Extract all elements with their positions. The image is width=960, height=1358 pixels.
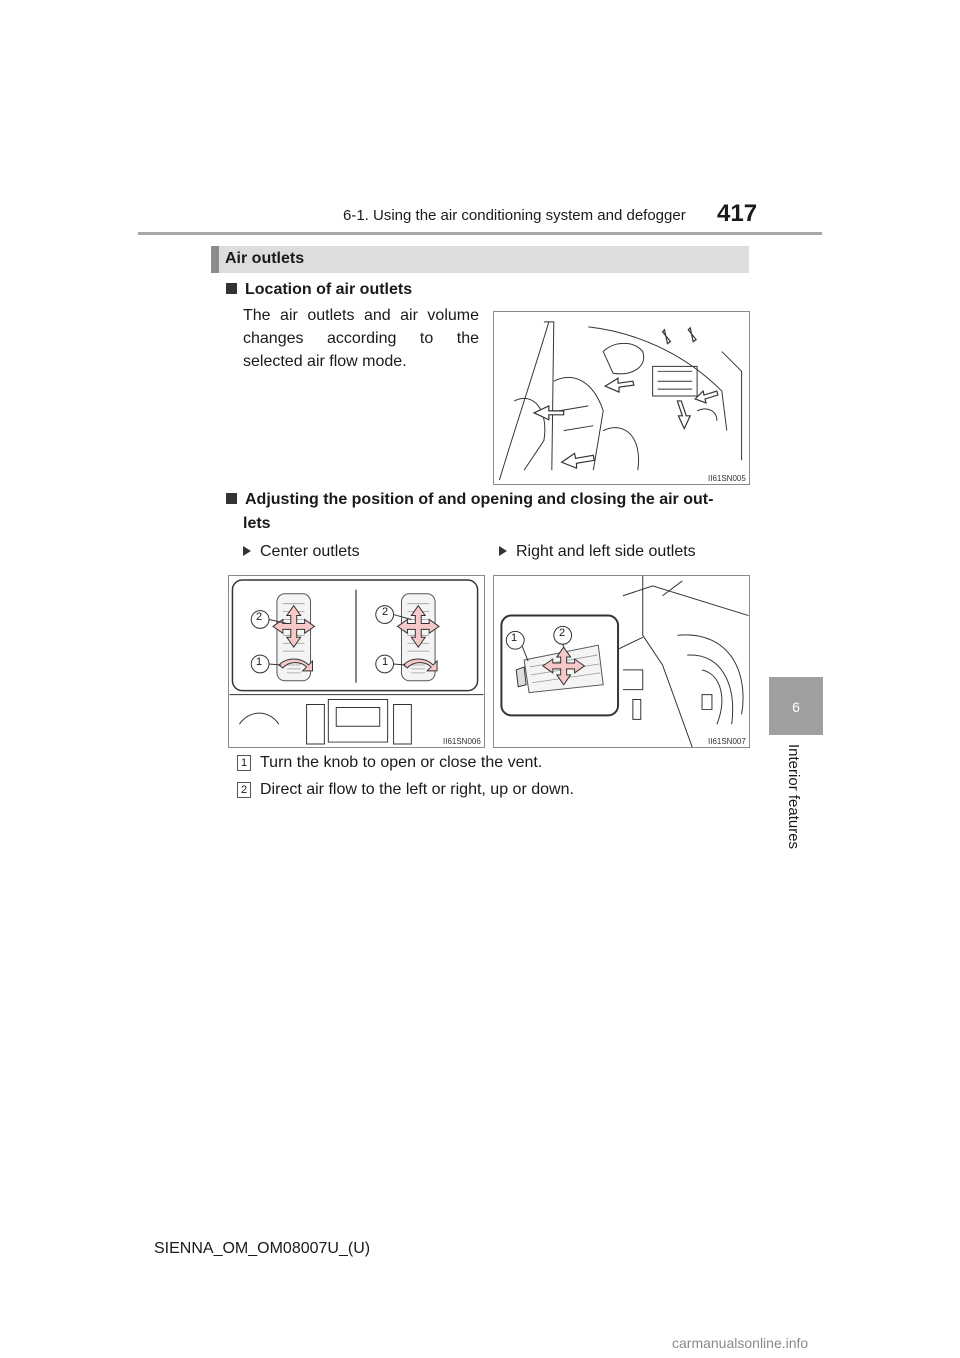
chapter-tab: [769, 677, 823, 735]
section-bar-accent: [211, 246, 219, 273]
callout-number-2: 2: [382, 606, 389, 618]
header-divider: [138, 232, 822, 235]
triangle-bullet-icon: [243, 546, 251, 556]
callout-number-1: 1: [382, 656, 389, 668]
figure-code: II61SN005: [708, 474, 746, 483]
square-bullet-icon: [226, 493, 237, 504]
callout-number-2: 2: [559, 627, 566, 639]
step-number-badge: 2: [237, 782, 251, 798]
step-number-badge: 1: [237, 755, 251, 771]
adjusting-heading: Adjusting the position of and opening and closing the air out- lets: [226, 488, 752, 536]
manual-code-footer: SIENNA_OM_OM08007U_(U): [154, 1240, 371, 1257]
center-outlets-figure: [228, 575, 485, 748]
page-number: 417: [717, 200, 758, 227]
location-description: The air outlets and air volume changes according to the selected air flow mode.: [243, 307, 479, 370]
callout-number-1: 1: [511, 632, 518, 644]
air-outlet-location-figure: [493, 311, 750, 485]
step-2: 2 Direct air flow to the left or right, up or down.: [237, 781, 574, 799]
chapter-tab-label: Interior features: [785, 744, 802, 850]
triangle-bullet-icon: [499, 546, 507, 556]
center-vent-illustration: [229, 576, 484, 747]
chapter-title: 6-1. Using the air conditioning system and defogger: [343, 207, 686, 224]
car-interior-illustration: [494, 312, 749, 484]
step-1: 1 Turn the knob to open or close the vent.: [237, 754, 542, 772]
figure-code: II61SN007: [708, 737, 746, 746]
center-outlets-label: Center outlets: [243, 543, 360, 561]
side-outlets-figure: [493, 575, 750, 748]
section-title: Air outlets: [225, 250, 305, 267]
section-title-bar: [211, 246, 749, 273]
side-outlets-label: Right and left side outlets: [499, 543, 696, 561]
side-vent-illustration: [494, 576, 749, 747]
callout-number-2: 2: [256, 611, 263, 623]
callout-number-1: 1: [256, 656, 263, 668]
figure-code: II61SN006: [443, 737, 481, 746]
square-bullet-icon: [226, 283, 237, 294]
chapter-tab-number: 6: [792, 699, 800, 715]
location-heading: Location of air outlets: [226, 278, 412, 302]
watermark: carmanualsonline.info: [672, 1335, 809, 1351]
